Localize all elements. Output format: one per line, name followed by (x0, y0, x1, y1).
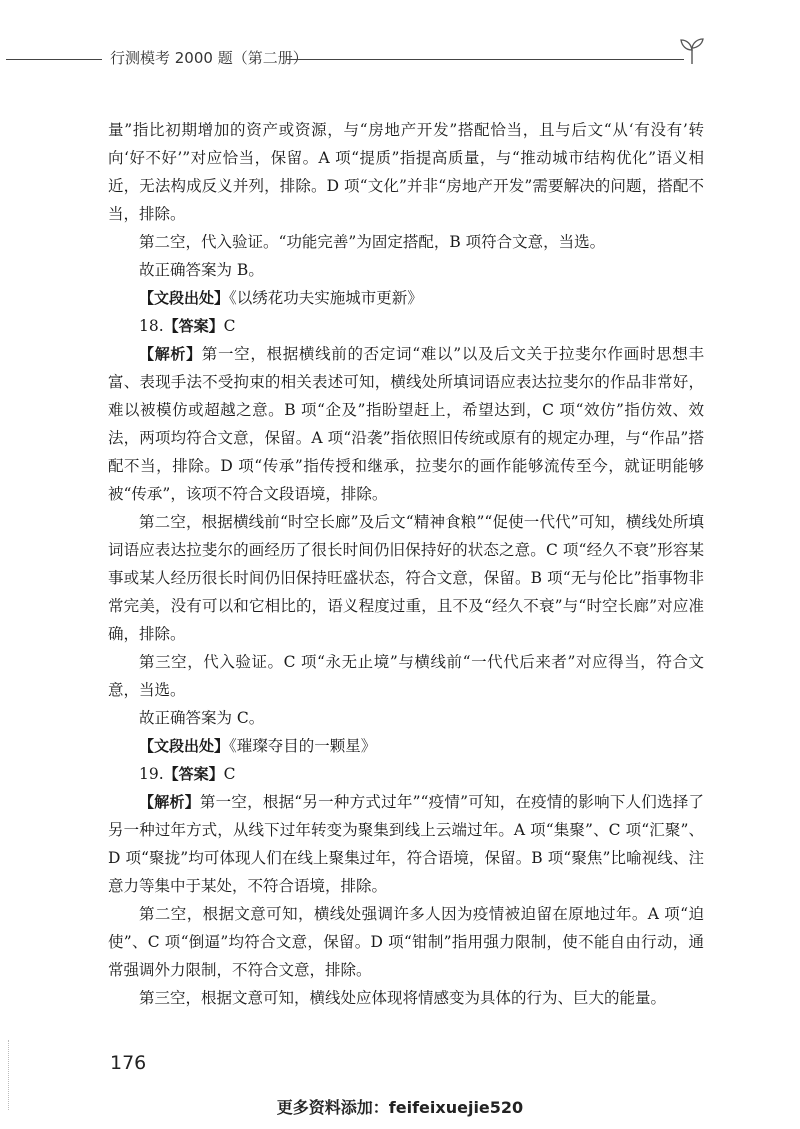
page-number: 176 (110, 1052, 147, 1074)
paragraph-text: 第三空，代入验证。C 项“永无止境”与横线前“一代代后来者”对应得当，符合文意，当选。 (108, 653, 704, 699)
paragraph (108, 256, 704, 284)
paragraph (108, 732, 704, 760)
header-rule-left (6, 59, 102, 60)
header-rule-right (286, 59, 684, 60)
paragraph-text: 第一空，根据横线前的否定词“难以”以及后文关于拉斐尔作画时思想丰富、表现手法不受拘束的相关表述可知，横线处所填词语应表达拉斐尔的作品非常好，难以被模仿或超越之意。B 项“企及”指盼望赶上，希望达到，C 项“效仿”指仿效、效法，两项均符合文意，保留。A 项“沿袭”指依照旧传统或原有的规定办理，与“作品”搭配不当，排除。D 项“传承”指传授和继承，拉斐尔的画作能够流传至今，就证明能够被“传承”，该项不符合文段语境，排除。 (108, 345, 704, 503)
footer-note: 更多资料添加：feifeixuejie520 (276, 1098, 524, 1117)
paragraph (108, 900, 704, 984)
section-tag: 【解析】 (139, 345, 202, 363)
section-tag: 【文段出处】 (139, 737, 230, 755)
paragraph-text: 故正确答案为 C。 (139, 709, 265, 727)
section-tag: 【答案】 (163, 765, 224, 783)
paragraph-text: 第二空，代入验证。“功能完善”为固定搭配，B 项符合文意，当选。 (139, 233, 606, 251)
paragraph-text: 故正确答案为 B。 (139, 261, 264, 279)
section-tag: 【文段出处】 (139, 289, 230, 307)
paragraph (108, 760, 704, 788)
paragraph (108, 788, 704, 900)
paragraph-text: 第二空，根据横线前“时空长廊”及后文“精神食粮”“促使一代代”可知，横线处所填词语应表达拉斐尔的画经历了很长时间仍旧保持好的状态之意。C 项“经久不衰”形容某事或某人经历很长时间仍旧保持旺盛状态，符合文意，保留。B 项“无与伦比”指事物非常完美，没有可以和它相比的，语义程度过重，且不及“经久不衰”与“时空长廊”对应准确，排除。 (108, 513, 704, 643)
section-tag: 【解析】 (139, 793, 200, 811)
paragraph (108, 508, 704, 648)
paragraph (108, 284, 704, 312)
paragraph-text: C (223, 317, 236, 335)
page-body (108, 116, 704, 1012)
sprout-icon (678, 36, 706, 66)
question-number: 18. (139, 317, 164, 335)
paragraph (108, 340, 704, 508)
paragraph (108, 116, 704, 228)
paragraph-text: 第三空，根据文意可知，横线处应体现将情感变为具体的行为、巨大的能量。 (139, 989, 667, 1007)
section-tag: 【答案】 (163, 317, 224, 335)
paragraph (108, 648, 704, 704)
paragraph-text: 《以绣花功夫实施城市更新》 (229, 289, 423, 307)
paragraph-text: C (223, 765, 236, 783)
paragraph (108, 312, 704, 340)
paragraph (108, 704, 704, 732)
paragraph-text: 第一空，根据“另一种方式过年”“疫情”可知，在疫情的影响下人们选择了另一种过年方式，从线下过年转变为聚集到线上云端过年。A 项“集聚”、C 项“汇聚”、D 项“聚拢”均可体现人们在线上聚集过年，符合语境，保留。B 项“聚焦”比喻视线、注意力等集中于某处，不符合语境，排除。 (108, 793, 704, 895)
question-number: 19. (139, 765, 164, 783)
paragraph-text: 《璀璨夺目的一颗星》 (229, 737, 377, 755)
paragraph-text: 第二空，根据文意可知，横线处强调许多人因为疫情被迫留在原地过年。A 项“迫使”、C 项“倒逼”均符合文意，保留。D 项“钳制”指用强力限制，使不能自由行动，通常强调外力限制，不符合文意，排除。 (108, 905, 704, 979)
paragraph (108, 228, 704, 256)
running-header (0, 44, 800, 74)
paragraph-text: 量”指比初期增加的资产或资源，与“房地产开发”搭配恰当，且与后文“从‘有没有’转向‘好不好’”对应恰当，保留。A 项“提质”指提高质量，与“推动城市结构优化”语义相近，无法构成反义并列，排除。D 项“文化”并非“房地产开发”需要解决的问题，搭配不当，排除。 (108, 121, 704, 223)
paragraph (108, 984, 704, 1012)
header-title: 行测模考 2000 题（第二册） (110, 49, 308, 67)
